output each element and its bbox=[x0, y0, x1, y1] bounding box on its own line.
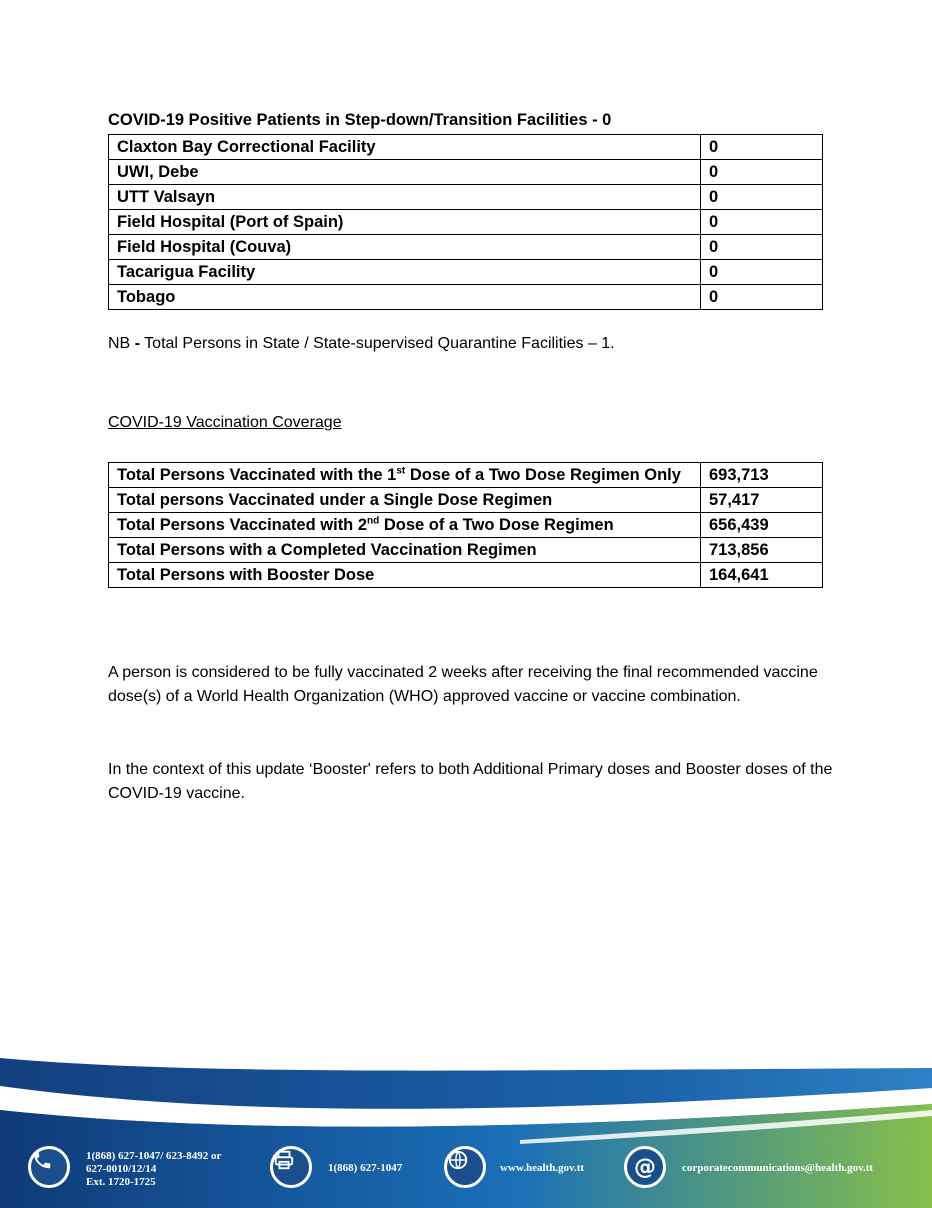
facility-name: UWI, Debe bbox=[109, 160, 701, 185]
vaccination-label bbox=[109, 513, 701, 538]
vaccination-count: 693,713 bbox=[701, 463, 823, 488]
facility-name: Field Hospital (Port of Spain) bbox=[109, 210, 701, 235]
table-row bbox=[109, 235, 823, 260]
table-row bbox=[109, 135, 823, 160]
globe-icon bbox=[444, 1146, 486, 1188]
label-text: Total Persons with a Completed Vaccination Regimen bbox=[117, 541, 537, 559]
nb-note bbox=[108, 335, 615, 353]
fax-number: 1(868) 627-1047 bbox=[328, 1162, 403, 1174]
facility-name: Claxton Bay Correctional Facility bbox=[109, 135, 701, 160]
label-text: Total persons Vaccinated under a Single Dose Regimen bbox=[117, 491, 553, 509]
vaccination-count: 713,856 bbox=[701, 538, 823, 563]
booster-paragraph: In the context of this update ‘Booster' refers to both Additional Primary doses and Booster doses of the COVID-19 vaccine. bbox=[108, 761, 833, 802]
label-text: Total Persons with Booster Dose bbox=[117, 566, 375, 584]
phone-line-1: 1(868) 627-1047/ 623-8492 or bbox=[86, 1150, 222, 1162]
table-row bbox=[109, 160, 823, 185]
vaccination-heading: COVID-19 Vaccination Coverage bbox=[108, 414, 342, 431]
table-row bbox=[109, 563, 823, 588]
table-row bbox=[109, 513, 823, 538]
facility-count: 0 bbox=[701, 235, 823, 260]
facility-count: 0 bbox=[701, 135, 823, 160]
label-text-continued: Dose of a Two Dose Regimen bbox=[379, 516, 614, 534]
fully-vaccinated-paragraph: A person is considered to be fully vaccinated 2 weeks after receiving the final recommended vaccine dose(s) of a World Health Organization (WHO) approved vaccine or vaccine combination. bbox=[108, 664, 818, 705]
facility-count: 0 bbox=[701, 260, 823, 285]
vaccination-label bbox=[109, 563, 701, 588]
vaccination-label bbox=[109, 538, 701, 563]
facility-count: 0 bbox=[701, 285, 823, 310]
vaccination-count: 57,417 bbox=[701, 488, 823, 513]
table-row bbox=[109, 210, 823, 235]
table-row bbox=[109, 488, 823, 513]
facility-count: 0 bbox=[701, 210, 823, 235]
facility-name: Tacarigua Facility bbox=[109, 260, 701, 285]
nb-prefix: NB bbox=[108, 335, 131, 352]
vaccination-count: 164,641 bbox=[701, 563, 823, 588]
facilities-table bbox=[108, 134, 823, 310]
label-text-continued: Dose of a Two Dose Regimen Only bbox=[405, 466, 681, 484]
website-link[interactable]: www.health.gov.tt bbox=[500, 1162, 585, 1174]
table-row bbox=[109, 185, 823, 210]
facilities-heading: COVID-19 Positive Patients in Step-down/Transition Facilities - 0 bbox=[108, 111, 612, 129]
table-row bbox=[109, 260, 823, 285]
table-row bbox=[109, 463, 823, 488]
vaccination-label bbox=[109, 463, 701, 488]
facility-name: Field Hospital (Couva) bbox=[109, 235, 701, 260]
ordinal-suffix: st bbox=[396, 465, 406, 477]
facility-count: 0 bbox=[701, 185, 823, 210]
phone-icon bbox=[28, 1146, 70, 1188]
at-icon: @ bbox=[624, 1146, 666, 1188]
phone-line-2: 627-0010/12/14 bbox=[86, 1163, 157, 1175]
vaccination-label bbox=[109, 488, 701, 513]
phone-numbers bbox=[86, 1150, 221, 1189]
table-row bbox=[109, 285, 823, 310]
vaccination-table bbox=[108, 462, 823, 588]
nb-text: Total Persons in State / State-supervised Quarantine Facilities – 1. bbox=[144, 335, 615, 352]
label-text: Total Persons Vaccinated with 2 bbox=[117, 516, 368, 534]
email-link[interactable]: corporatecommunications@health.gov.tt bbox=[682, 1162, 874, 1174]
facility-name: UTT Valsayn bbox=[109, 185, 701, 210]
facility-count: 0 bbox=[701, 160, 823, 185]
vaccination-count: 656,439 bbox=[701, 513, 823, 538]
fax-icon bbox=[270, 1146, 312, 1188]
phone-line-3: Ext. 1720-1725 bbox=[86, 1176, 156, 1188]
table-row bbox=[109, 538, 823, 563]
facility-name: Tobago bbox=[109, 285, 701, 310]
nb-dash: - bbox=[134, 335, 141, 352]
footer-banner bbox=[0, 1050, 932, 1208]
label-text: Total Persons Vaccinated with the 1 bbox=[117, 466, 397, 484]
ordinal-suffix: nd bbox=[367, 515, 380, 527]
